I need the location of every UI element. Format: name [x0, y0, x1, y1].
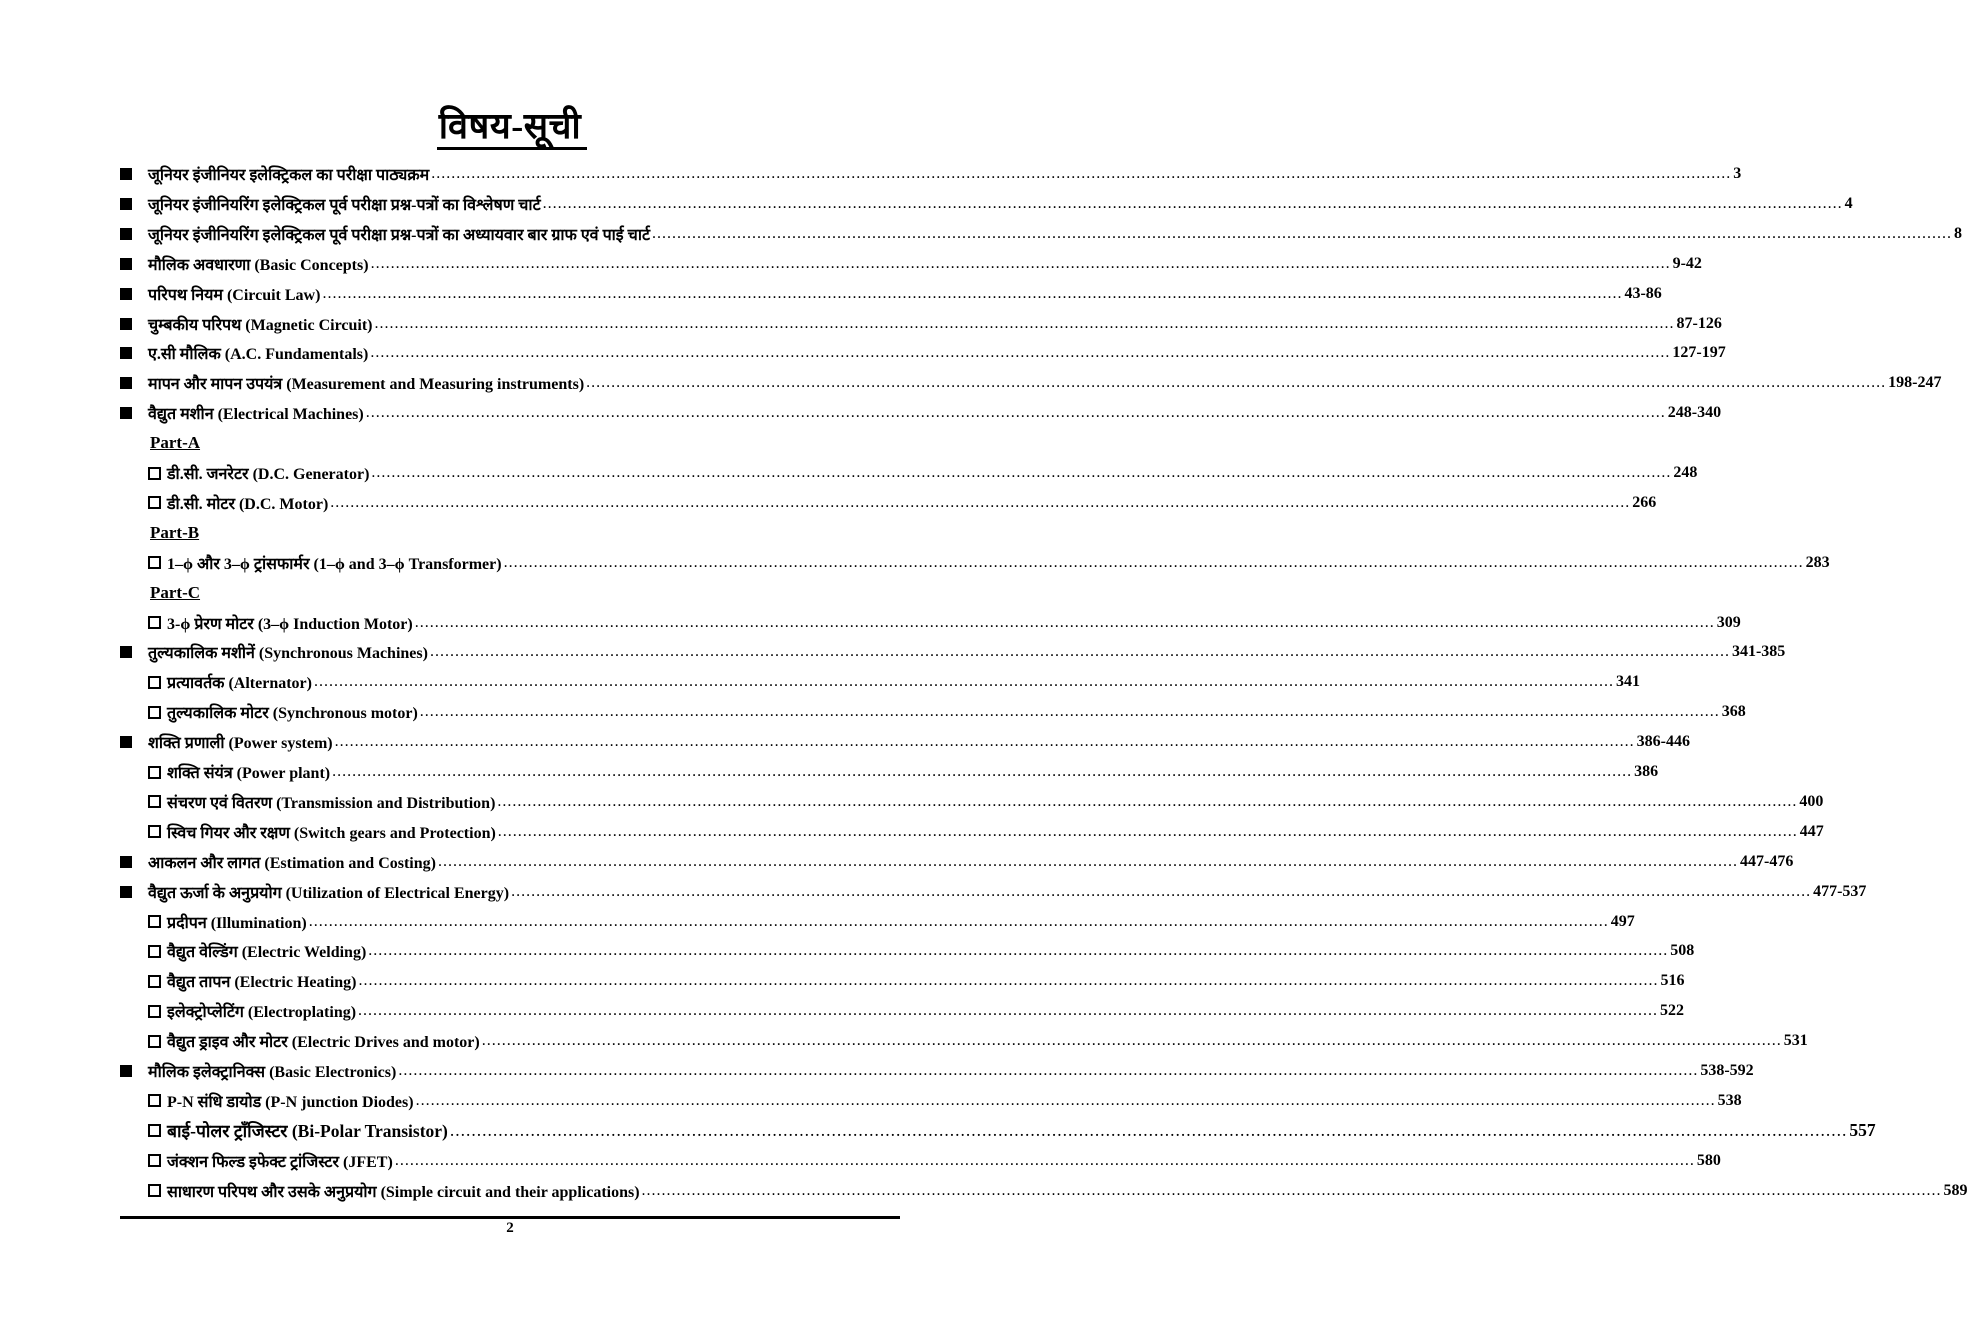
hollow-square-bullet-icon — [148, 975, 161, 988]
entry-label: स्विच गियर और रक्षण (Switch gears and Protection) — [167, 824, 496, 842]
entry-label: 3-ϕ प्रेरण मोटर (3–ϕ Induction Motor) — [167, 615, 413, 633]
toc-subentry — [148, 936, 1695, 966]
entry-label: शक्ति प्रणाली (Power system) — [148, 735, 333, 753]
toc-subentry — [148, 667, 1640, 697]
toc-subentry — [148, 817, 1824, 847]
toc-subentry — [148, 458, 1698, 488]
hollow-square-bullet-icon — [148, 616, 161, 629]
entry-label: आकलन और लागत (Estimation and Costing) — [148, 854, 436, 872]
entry-label: जंक्शन फिल्ड इफेक्ट ट्रांजिस्टर (JFET) — [167, 1153, 393, 1171]
toc-subentry — [148, 548, 1830, 578]
entry-page-number: 508 — [1670, 942, 1695, 960]
hollow-square-bullet-icon — [148, 556, 161, 569]
filled-square-bullet-icon — [120, 377, 132, 389]
entry-page-number: 386-446 — [1636, 733, 1690, 751]
entry-page-number: 400 — [1799, 792, 1824, 810]
entry-page-number: 497 — [1610, 912, 1635, 930]
hollow-square-bullet-icon — [148, 467, 161, 480]
page-number: 2 — [506, 1220, 514, 1236]
dot-leader: .................................................................................................................................................................................................................................................................... — [449, 1120, 1848, 1141]
part-heading: Part-B — [150, 522, 200, 542]
filled-square-bullet-icon — [120, 318, 132, 330]
dot-leader: .................................................................................................................................................................................................................................................................... — [334, 733, 1635, 751]
toc-entry — [120, 338, 1726, 368]
toc-subentry — [148, 757, 1659, 787]
toc-entry — [120, 189, 1853, 219]
dot-leader: .................................................................................................................................................................................................................................................................... — [437, 852, 1738, 870]
entry-label: मौलिक अवधारणा (Basic Concepts) — [148, 256, 369, 274]
entry-label: चुम्बकीय परिपथ (Magnetic Circuit) — [148, 316, 373, 334]
entry-page-number: 341 — [1616, 673, 1640, 691]
dot-leader: .................................................................................................................................................................................................................................................................... — [358, 972, 1659, 990]
dot-leader: .................................................................................................................................................................................................................................................................... — [641, 1181, 1942, 1199]
entry-page-number: 198-247 — [1888, 374, 1942, 392]
part-heading: Part-A — [150, 433, 201, 453]
entry-label: ए.सी मौलिक (A.C. Fundamentals) — [148, 346, 369, 364]
dot-leader: .................................................................................................................................................................................................................................................................... — [415, 1091, 1716, 1109]
toc-entry — [120, 249, 1702, 279]
toc-entry — [120, 637, 1786, 667]
dot-leader: .................................................................................................................................................................................................................................................................... — [542, 194, 1843, 212]
dot-leader: .................................................................................................................................................................................................................................................................... — [481, 1032, 1782, 1050]
entry-label: परिपथ नियम (Circuit Law) — [148, 286, 321, 304]
entry-label: प्रदीपन (Illumination) — [167, 914, 307, 932]
dot-leader: .................................................................................................................................................................................................................................................................... — [365, 404, 1666, 422]
filled-square-bullet-icon — [120, 288, 132, 300]
filled-square-bullet-icon — [120, 258, 132, 270]
hollow-square-bullet-icon — [148, 496, 161, 509]
dot-leader: .................................................................................................................................................................................................................................................................... — [330, 493, 1631, 511]
toc-subentry — [148, 907, 1635, 937]
toc-subentry — [148, 1176, 1968, 1206]
toc-subentry — [148, 697, 1746, 727]
toc-entry — [120, 309, 1722, 339]
entry-page-number: 127-197 — [1672, 344, 1726, 362]
dot-leader: .................................................................................................................................................................................................................................................................... — [652, 224, 1953, 242]
entry-label: P-N संधि डायोड (P-N junction Diodes) — [167, 1093, 414, 1111]
filled-square-bullet-icon — [120, 736, 132, 748]
hollow-square-bullet-icon — [148, 795, 161, 808]
entry-label: वैद्युत मशीन (Electrical Machines) — [148, 406, 364, 424]
hollow-square-bullet-icon — [148, 766, 161, 779]
dot-leader: .................................................................................................................................................................................................................................................................... — [308, 912, 1609, 930]
hollow-square-bullet-icon — [148, 706, 161, 719]
dot-leader: .................................................................................................................................................................................................................................................................... — [374, 314, 1675, 332]
page-title: विषय-सूची — [438, 106, 582, 146]
entry-page-number: 283 — [1805, 553, 1830, 571]
toc-entry — [120, 368, 1942, 398]
entry-label: जूनियर इंजीनियर इलेक्ट्रिकल का परीक्षा पाठ्यक्रम — [148, 167, 430, 184]
entry-page-number: 248-340 — [1667, 404, 1722, 422]
entry-label: डी.सी. मोटर (D.C. Motor) — [167, 495, 329, 513]
toc-entry — [120, 727, 1690, 757]
toc-subentry — [148, 996, 1685, 1026]
entry-page-number: 531 — [1783, 1032, 1808, 1050]
hollow-square-bullet-icon — [148, 825, 161, 838]
entry-label: मापन और मापन उपयंत्र (Measurement and Measuring instruments) — [148, 376, 585, 394]
toc-entry — [120, 877, 1867, 907]
toc-entry — [120, 398, 1722, 428]
entry-label: तुल्यकालिक मशीनें (Synchronous Machines) — [148, 645, 428, 663]
toc-subentry — [148, 1116, 1876, 1146]
entry-label: वैद्युत वेल्डिंग (Electric Welding) — [167, 944, 367, 962]
hollow-square-bullet-icon — [148, 1154, 161, 1167]
entry-page-number: 516 — [1660, 972, 1685, 990]
hollow-square-bullet-icon — [148, 1094, 161, 1107]
toc-entry — [120, 159, 1742, 189]
hollow-square-bullet-icon — [148, 1005, 161, 1018]
entry-page-number: 477-537 — [1813, 882, 1867, 900]
entry-page-number: 4 — [1844, 194, 1853, 212]
entry-label: संचरण एवं वितरण (Transmission and Distribution) — [167, 794, 496, 812]
hollow-square-bullet-icon — [148, 676, 161, 689]
footer-divider — [120, 1216, 900, 1219]
entry-page-number: 538 — [1717, 1091, 1742, 1109]
toc-subentry — [148, 1026, 1808, 1056]
entry-page-number: 309 — [1716, 613, 1741, 631]
entry-label: बाई-पोलर ट्राँजिस्टर (Bi-Polar Transistor) — [167, 1120, 448, 1141]
toc-subentry — [148, 488, 1657, 518]
entry-label: तुल्यकालिक मोटर (Synchronous motor) — [167, 705, 418, 723]
toc-entry — [120, 219, 1963, 249]
hollow-square-bullet-icon — [148, 945, 161, 958]
toc-subentry — [148, 608, 1741, 638]
entry-label: मौलिक इलेक्ट्रानिक्स (Basic Electronics) — [148, 1064, 397, 1081]
dot-leader: .................................................................................................................................................................................................................................................................... — [368, 942, 1669, 960]
toc-subentry — [148, 966, 1685, 996]
toc-subentry — [148, 787, 1824, 817]
title-underline — [437, 147, 587, 150]
entry-page-number: 386 — [1634, 763, 1659, 780]
entry-label: वैद्युत ऊर्जा के अनुप्रयोग (Utilization of Electrical Energy) — [148, 884, 510, 902]
dot-leader: .................................................................................................................................................................................................................................................................... — [370, 344, 1671, 362]
filled-square-bullet-icon — [120, 228, 132, 240]
entry-label: इलेक्ट्रोप्लेटिंग (Electroplating) — [167, 1004, 357, 1022]
dot-leader: .................................................................................................................................................................................................................................................................... — [370, 254, 1671, 272]
filled-square-bullet-icon — [120, 646, 132, 658]
entry-label: वैद्युत तापन (Electric Heating) — [167, 974, 357, 992]
toc-entry — [120, 1056, 1754, 1086]
entry-label: प्रत्यावर्तक (Alternator) — [167, 675, 312, 693]
dot-leader: .................................................................................................................................................................................................................................................................... — [371, 464, 1672, 481]
hollow-square-bullet-icon — [148, 1124, 161, 1137]
dot-leader: .................................................................................................................................................................................................................................................................... — [503, 553, 1804, 571]
part-heading: Part-C — [150, 582, 201, 602]
entry-label: 1–ϕ और 3–ϕ ट्रांसफार्मर (1–ϕ and 3–ϕ Transformer) — [167, 555, 502, 573]
dot-leader: .................................................................................................................................................................................................................................................................... — [431, 165, 1732, 182]
toc-subentry — [148, 1146, 1721, 1176]
filled-square-bullet-icon — [120, 407, 132, 419]
filled-square-bullet-icon — [120, 347, 132, 359]
dot-leader: .................................................................................................................................................................................................................................................................... — [511, 882, 1812, 900]
entry-page-number: 447 — [1799, 822, 1824, 840]
entry-page-number: 447-476 — [1739, 852, 1794, 870]
dot-leader: .................................................................................................................................................................................................................................................................... — [358, 1002, 1659, 1020]
entry-page-number: 538-592 — [1700, 1062, 1754, 1079]
entry-label: शक्ति संयंत्र (Power plant) — [167, 765, 331, 782]
entry-page-number: 368 — [1721, 703, 1746, 721]
filled-square-bullet-icon — [120, 1065, 132, 1077]
entry-page-number: 341-385 — [1731, 643, 1786, 661]
dot-leader: .................................................................................................................................................................................................................................................................... — [414, 613, 1715, 631]
entry-label: जूनियर इंजीनियरिंग इलेक्ट्रिकल पूर्व परीक्षा प्रश्न-पत्रों का विश्लेषण चार्ट — [148, 196, 541, 214]
dot-leader: .................................................................................................................................................................................................................................................................... — [398, 1062, 1699, 1079]
entry-page-number: 266 — [1632, 493, 1657, 511]
dot-leader: .................................................................................................................................................................................................................................................................... — [586, 374, 1887, 392]
entry-page-number: 43-86 — [1624, 284, 1662, 302]
toc-entry — [120, 847, 1794, 877]
entry-page-number: 248 — [1673, 464, 1698, 481]
filled-square-bullet-icon — [120, 886, 132, 898]
filled-square-bullet-icon — [120, 168, 132, 180]
entry-label: डी.सी. जनरेटर (D.C. Generator) — [167, 466, 370, 483]
entry-label: साधारण परिपथ और उसके अनुप्रयोग (Simple circuit and their applications) — [167, 1183, 640, 1201]
dot-leader: .................................................................................................................................................................................................................................................................... — [429, 643, 1730, 661]
hollow-square-bullet-icon — [148, 1184, 161, 1197]
entry-page-number: 557 — [1849, 1120, 1876, 1141]
filled-square-bullet-icon — [120, 198, 132, 210]
entry-page-number: 3 — [1733, 165, 1742, 182]
entry-label: जूनियर इंजीनियरिंग इलेक्ट्रिकल पूर्व परीक्षा प्रश्न-पत्रों का अध्यायवार बार ग्राफ एवं पाई चार्ट — [148, 226, 651, 244]
entry-page-number: 9-42 — [1672, 254, 1702, 272]
dot-leader: .................................................................................................................................................................................................................................................................... — [497, 792, 1798, 810]
entry-page-number: 87-126 — [1676, 314, 1722, 332]
dot-leader: .................................................................................................................................................................................................................................................................... — [322, 284, 1623, 302]
entry-page-number: 522 — [1660, 1002, 1685, 1020]
toc-subentry — [148, 1086, 1742, 1116]
filled-square-bullet-icon — [120, 856, 132, 868]
dot-leader: .................................................................................................................................................................................................................................................................... — [314, 673, 1614, 691]
entry-page-number: 589 — [1943, 1181, 1968, 1199]
entry-page-number: 580 — [1696, 1151, 1721, 1169]
dot-leader: .................................................................................................................................................................................................................................................................... — [419, 703, 1720, 721]
hollow-square-bullet-icon — [148, 1035, 161, 1048]
entry-label: वैद्युत ड्राइव और मोटर (Electric Drives and motor) — [167, 1034, 480, 1052]
toc-entry — [120, 279, 1662, 309]
entry-page-number: 8 — [1954, 224, 1963, 242]
dot-leader: .................................................................................................................................................................................................................................................................... — [497, 822, 1798, 840]
hollow-square-bullet-icon — [148, 915, 161, 928]
dot-leader: .................................................................................................................................................................................................................................................................... — [394, 1151, 1695, 1169]
dot-leader: .................................................................................................................................................................................................................................................................... — [332, 763, 1633, 780]
